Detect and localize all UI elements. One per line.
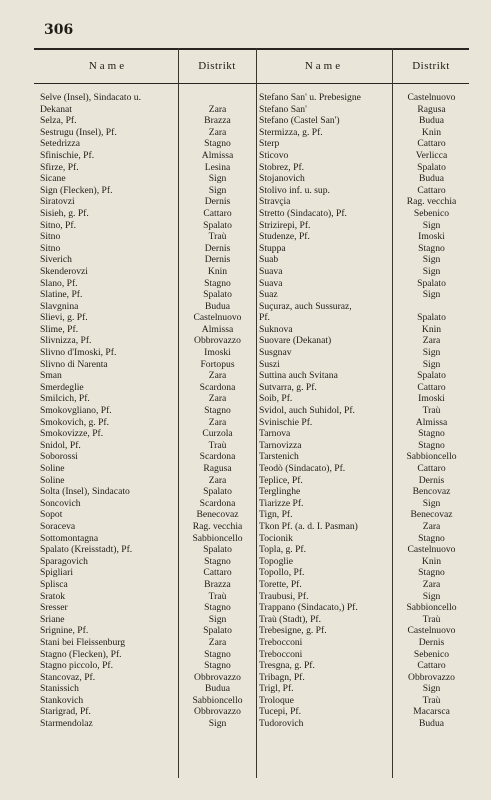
left-entry-name: Selve (Insel), Sindacato u. — [40, 92, 141, 103]
left-entry-district: Budua — [204, 683, 231, 695]
right-entry-district: Zara — [422, 578, 441, 590]
left-entry-name: Slavgnina — [40, 300, 79, 312]
left-entry-district: Scardona — [199, 497, 236, 509]
right-entry-district: Zara — [422, 335, 441, 347]
left-entry-district: Lesina — [204, 161, 231, 173]
left-entry-district: Rag. vecchia — [192, 520, 243, 532]
right-entry-name: Stefano San' u. Prebesigne — [259, 92, 361, 103]
right-entry-district: Sign — [422, 497, 441, 509]
left-entry-district: Fortopus — [200, 358, 235, 370]
left-entry-name: Stancovaz, Pf. — [40, 671, 96, 683]
left-entry-district: Cattaro — [203, 567, 232, 579]
right-entry-name: Tudorovich — [259, 718, 304, 730]
left-entry-name: Smerdeglie — [40, 381, 84, 393]
left-entry-district: Stagno — [204, 602, 231, 614]
right-entry-name: Terglinghe — [259, 486, 301, 498]
left-entry-district: Cattaro — [203, 207, 232, 219]
left-entry-name: Slatine, Pf. — [40, 289, 83, 301]
right-entry-name: Tucepi, Pf. — [259, 706, 302, 718]
right-entry-name: Suttina auch Svitana — [259, 370, 338, 382]
right-entry-name: Suçuraz, auch Sussuraz, — [259, 300, 352, 312]
right-entry-name: Topoglie — [259, 555, 293, 567]
left-entry-name: Setedrizza — [40, 138, 80, 150]
right-entry-district: Traù — [422, 613, 441, 625]
right-entry-district: Budua — [418, 115, 445, 127]
right-entry-district: Stagno — [418, 567, 445, 579]
right-entry-name: Topla, g. Pf. — [259, 544, 307, 556]
right-entry-name: Trebocconi — [259, 636, 303, 648]
left-entry-name: Stankovich — [40, 694, 84, 706]
left-entry-district: Benecovaz — [196, 509, 239, 521]
right-entry-district: Obbrovazzo — [408, 671, 455, 683]
left-entry-name: Sign (Flecken), Pf. — [40, 184, 113, 196]
left-entry-name: Sfinischie, Pf. — [40, 149, 95, 161]
right-entry-district: Dernis — [418, 474, 445, 486]
left-entry-name: Splisca — [40, 578, 68, 590]
right-entry-district — [393, 301, 470, 313]
left-district-column — [179, 92, 256, 730]
left-entry-name: Sratok — [40, 590, 66, 602]
left-entry-district: Zara — [208, 370, 227, 382]
right-entry-district: Traù — [422, 405, 441, 417]
left-entry-name: Slano, Pf. — [40, 277, 78, 289]
left-entry-name: Starmendolaz — [40, 718, 93, 730]
right-entry-district: Spalato — [417, 312, 446, 324]
left-entry-name: Sparagovich — [40, 555, 88, 567]
right-entry-name: Tign, Pf. — [259, 509, 293, 521]
right-entry-district: Stagno — [418, 242, 445, 254]
right-entry-name: Trappano (Sindacato,) Pf. — [259, 602, 358, 614]
left-entry-name: Snidol, Pf. — [40, 439, 81, 451]
right-entry-name: Teplice, Pf. — [259, 474, 303, 486]
left-entry-name: Smilcich, Pf. — [40, 393, 90, 405]
left-entry-name: Soncovich — [40, 497, 81, 509]
left-entry-name: Smokovizze, Pf. — [40, 428, 104, 440]
left-entry-name: Starigrad, Pf. — [40, 706, 91, 718]
left-entry-name: Slivnizza, Pf. — [40, 335, 92, 347]
left-entry-district: Imoski — [204, 347, 231, 359]
right-entry-name: Soib, Pf. — [259, 393, 293, 405]
header-district-right: Distrikt — [412, 60, 450, 72]
left-entry-district: Stagno — [204, 555, 231, 567]
left-entry-district: Sabbioncello — [192, 532, 243, 544]
left-entry-district: Ragusa — [203, 463, 232, 474]
right-entry-name: Troloque — [259, 694, 294, 706]
right-entry-name: Susgnav — [259, 347, 292, 359]
right-entry-name: Trigl, Pf. — [259, 683, 294, 695]
right-entry-district: Cattaro — [417, 660, 446, 672]
header-district-left: Distrikt — [198, 60, 236, 72]
left-entry-district: Zara — [208, 393, 227, 405]
left-entry-district: Scardona — [199, 451, 236, 463]
right-entry-district: Knin — [421, 323, 442, 335]
page-number: 306 — [44, 22, 74, 38]
left-entry-district: Sign — [208, 613, 227, 625]
left-entry-district: Obbrovazzo — [194, 671, 241, 683]
left-entry-name: Siratovzi — [40, 196, 75, 208]
right-entry-name: Traubusi, Pf. — [259, 590, 309, 602]
left-entry-district: Traù — [208, 439, 227, 451]
left-entry-district: Stagno — [204, 277, 231, 289]
left-entry-district: Scardona — [199, 381, 236, 393]
right-entry-name: Torette, Pf. — [259, 578, 302, 590]
left-entry-district — [179, 92, 256, 104]
right-entry-name: Suava — [259, 277, 283, 289]
right-entry-district: Spalato — [417, 277, 446, 289]
right-entry-district: Spalato — [417, 161, 446, 173]
right-entry-district: Cattaro — [417, 184, 446, 196]
right-entry-name: Svidol, auch Suhidol, Pf. — [259, 405, 355, 417]
right-entry-district: Zara — [422, 520, 441, 532]
left-entry-name: Stagno piccolo, Pf. — [40, 660, 114, 672]
right-entry-district: Budua — [418, 718, 445, 730]
right-entry-district: Sabbioncello — [406, 602, 457, 614]
left-entry-district: Obbrovazzo — [194, 335, 241, 347]
right-entry-name: Suaz — [259, 289, 278, 301]
right-entry-district: Sign — [422, 254, 441, 266]
left-entry-district: Spalato — [203, 544, 232, 556]
right-entry-district: Macarsca — [413, 706, 450, 718]
right-entry-district: Cattaro — [417, 381, 446, 393]
right-entry-district: Imoski — [418, 231, 445, 243]
left-entry-district: Almissa — [201, 323, 234, 335]
right-entry-district: Stagno — [418, 428, 445, 440]
left-entry-district: Stagno — [204, 405, 231, 417]
left-entry-district: Spalato — [203, 219, 232, 231]
right-entry-district: Benecovaz — [410, 509, 453, 521]
right-name-column — [259, 92, 392, 730]
left-entry-name: Slivno di Narenta — [40, 358, 108, 370]
left-entry-name: Sitno — [40, 231, 61, 243]
right-entry-name: Sutvarra, g. Pf. — [259, 381, 317, 393]
right-entry-district: Spalato — [417, 370, 446, 382]
right-entry-district: Sign — [422, 347, 441, 359]
left-name-column — [40, 92, 178, 730]
left-entry-name: Sitno, Pf. — [40, 219, 76, 231]
header-name-left: Name — [88, 60, 128, 72]
right-entry-name: Tkon Pf. (a. d. I. Pasman) — [259, 520, 358, 532]
header-name-right: Name — [304, 60, 344, 72]
right-entry-name: Tarnova — [259, 428, 291, 440]
right-entry-name: Tiarizze Pf. — [259, 497, 304, 509]
left-entry-district: Castelnuovo — [193, 312, 242, 324]
header-rule — [34, 83, 469, 84]
right-entry-name: Stobrez, Pf. — [259, 161, 305, 173]
right-entry-name: Suovare (Dekanat) — [259, 335, 332, 347]
left-entry-name: Siverich — [40, 254, 72, 266]
left-entry-district: Zara — [208, 416, 227, 428]
left-entry-name: Sottomontagna — [40, 532, 99, 544]
left-entry-name: Sitno — [40, 242, 61, 254]
right-district-column — [393, 92, 470, 730]
right-entry-name: Tarstenich — [259, 451, 299, 463]
left-entry-district: Sign — [208, 184, 227, 196]
left-entry-name: Sfirze, Pf. — [40, 161, 79, 173]
left-entry-name: Stani bei Fleissenburg — [40, 636, 126, 648]
right-entry-district: Knin — [421, 555, 442, 567]
left-entry-district: Budua — [204, 300, 231, 312]
right-entry-district: Sabbioncello — [406, 451, 457, 463]
left-entry-district: Zara — [208, 474, 227, 486]
left-entry-name: Soline — [40, 474, 65, 486]
right-entry-name: Pf. — [259, 312, 270, 324]
left-entry-district: Traù — [208, 590, 227, 602]
right-entry-district: Stagno — [418, 532, 445, 544]
left-entry-district: Dernis — [204, 242, 231, 254]
right-entry-name: Suszi — [259, 358, 280, 370]
left-entry-name: Soraceva — [40, 520, 76, 532]
right-entry-district: Bencovaz — [412, 486, 451, 498]
right-entry-name: Stolivo inf. u. sup. — [259, 184, 330, 196]
right-entry-district: Castelnuovo — [407, 544, 456, 556]
right-entry-district: Verlicca — [415, 149, 448, 161]
right-entry-district: Castelnuovo — [407, 625, 456, 637]
right-entry-district: Castelnuovo — [407, 92, 456, 103]
right-entry-district: Sign — [422, 219, 441, 231]
left-entry-district: Sabbioncello — [192, 694, 243, 706]
left-entry-district: Stagno — [204, 648, 231, 660]
right-entry-district: Dernis — [418, 636, 445, 648]
right-entry-district: Sign — [422, 590, 441, 602]
right-entry-district: Cattaro — [417, 463, 446, 474]
left-entry-district: Dernis — [204, 196, 231, 208]
right-entry-district: Knin — [421, 126, 442, 138]
column-divider-center — [256, 48, 257, 778]
left-entry-name: Srignine, Pf. — [40, 625, 89, 637]
left-entry-name: Spalato (Kreisstadt), Pf. — [40, 544, 133, 556]
right-entry-district: Sebenico — [413, 648, 450, 660]
right-entry-name: Suab — [259, 254, 279, 266]
left-entry-name: Spigliari — [40, 567, 74, 579]
right-entry-district: Sign — [422, 358, 441, 370]
right-entry-name: Stermizza, g. Pf. — [259, 126, 323, 138]
left-entry-district: Knin — [207, 265, 228, 277]
right-entry-name: Stretto (Sindacato), Pf. — [259, 207, 347, 219]
right-entry-name: Sticovo — [259, 149, 289, 161]
left-entry-district: Brazza — [204, 115, 231, 127]
left-entry-name: Slivno d'Imoski, Pf. — [40, 347, 117, 359]
left-entry-name: Smokovgliano, Pf. — [40, 405, 112, 417]
right-entry-name: Suava — [259, 265, 283, 277]
right-entry-district: Traù — [422, 694, 441, 706]
right-entry-name: Stefano San' — [259, 103, 307, 115]
right-entry-name: Teodò (Sindacato), Pf. — [259, 463, 346, 474]
left-entry-district: Sign — [208, 173, 227, 185]
left-entry-district: Zara — [208, 636, 227, 648]
left-entry-name: Stanissich — [40, 683, 79, 695]
left-entry-name: Sisieh, g. Pf. — [40, 207, 89, 219]
right-entry-district: Sign — [422, 683, 441, 695]
left-entry-district: Almissa — [201, 149, 234, 161]
right-entry-name: Suknova — [259, 323, 293, 335]
right-entry-name: Stojanovich — [259, 173, 305, 185]
right-entry-district: Almissa — [415, 416, 448, 428]
left-entry-name: Stagno (Flecken), Pf. — [40, 648, 122, 660]
right-entry-name: Strizirepi, Pf. — [259, 219, 311, 231]
right-entry-district: Ragusa — [417, 103, 446, 115]
right-entry-name: Tarnovizza — [259, 439, 302, 451]
left-entry-name: Sriane — [40, 613, 65, 625]
left-entry-name: Soline — [40, 463, 65, 474]
left-entry-district: Brazza — [204, 578, 231, 590]
right-entry-district: Budua — [418, 173, 445, 185]
right-entry-name: Stefano (Castel San') — [259, 115, 340, 127]
left-entry-name: Slime, Pf. — [40, 323, 79, 335]
right-entry-district: Sebenico — [413, 207, 450, 219]
right-entry-name: Studenze, Pf. — [259, 231, 310, 243]
left-entry-name: Soborossi — [40, 451, 78, 463]
left-entry-district: Stagno — [204, 660, 231, 672]
left-entry-district: Obbrovazzo — [194, 706, 241, 718]
left-entry-district: Curzola — [202, 428, 233, 440]
right-entry-name: Svinischie Pf. — [259, 416, 313, 428]
left-entry-district: Zara — [208, 126, 227, 138]
left-entry-name: Skenderovzi — [40, 265, 88, 277]
right-entry-name: Trebesigne, g. Pf. — [259, 625, 327, 637]
left-entry-name: Smokovich, g. Pf. — [40, 416, 110, 428]
right-entry-district: Imoski — [418, 393, 445, 405]
right-entry-district: Cattaro — [417, 138, 446, 150]
right-entry-name: Traù (Stadt), Pf. — [259, 613, 322, 625]
right-entry-district: Stagno — [418, 439, 445, 451]
left-entry-district: Spalato — [203, 625, 232, 637]
left-entry-name: Solta (Insel), Sindacato — [40, 486, 130, 498]
right-entry-name: Tocionik — [259, 532, 293, 544]
right-entry-name: Sterp — [259, 138, 280, 150]
top-rule — [34, 48, 469, 50]
right-entry-district: Sign — [422, 289, 441, 301]
right-entry-name: Tresgna, g. Pf. — [259, 660, 315, 672]
left-entry-name: Slievi, g. Pf. — [40, 312, 88, 324]
right-entry-name: Stravçia — [259, 196, 291, 208]
right-entry-district: Sign — [422, 265, 441, 277]
left-entry-district: Zara — [208, 103, 227, 115]
left-entry-name: Selza, Pf. — [40, 115, 77, 127]
left-entry-district: Spalato — [203, 486, 232, 498]
left-entry-district: Spalato — [203, 289, 232, 301]
left-entry-name: Sestrugu (Insel), Pf. — [40, 126, 117, 138]
right-entry-name: Tribagn, Pf. — [259, 671, 305, 683]
left-entry-district: Sign — [208, 718, 227, 730]
right-entry-name: Stuppa — [259, 242, 286, 254]
left-entry-district: Dernis — [204, 254, 231, 266]
left-entry-name: Dekanat — [40, 103, 72, 115]
left-entry-name: Sresser — [40, 602, 68, 614]
left-entry-name: Sopot — [40, 509, 63, 521]
left-entry-district: Traù — [208, 231, 227, 243]
right-entry-name: Trebocconi — [259, 648, 303, 660]
left-entry-name: Sicane — [40, 173, 66, 185]
right-entry-district: Rag. vecchia — [406, 196, 457, 208]
right-entry-name: Topollo, Pf. — [259, 567, 305, 579]
left-entry-name: Sman — [40, 370, 62, 382]
left-entry-district: Stagno — [204, 138, 231, 150]
